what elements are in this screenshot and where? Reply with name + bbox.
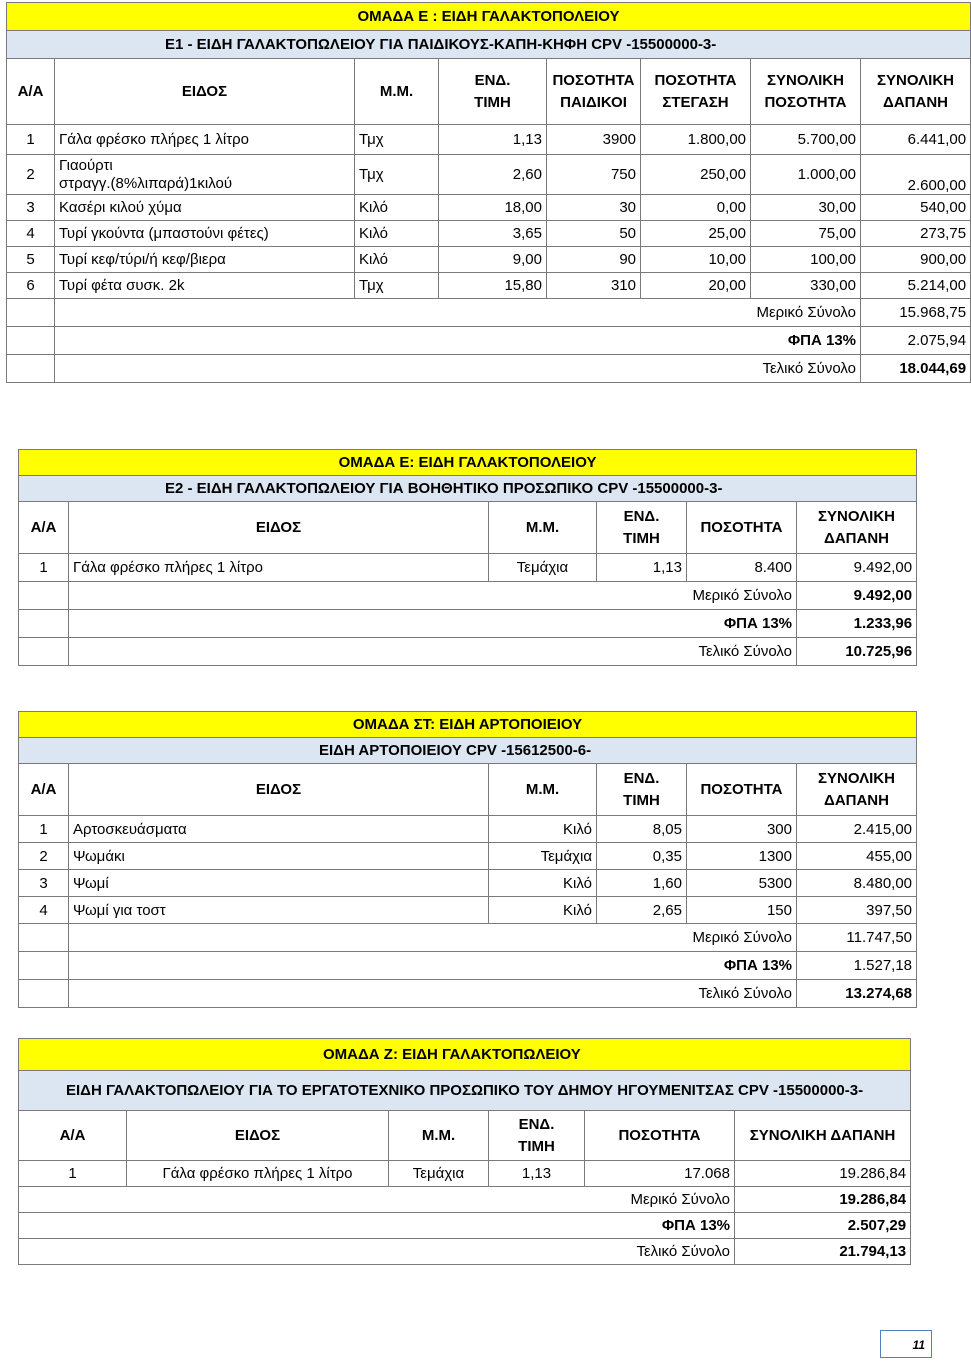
col-header-unit: Μ.Μ. — [355, 59, 439, 125]
header-row: Α/Α ΕΙΔΟΣ Μ.Μ. ΕΝΔ. ΤΙΜΗ ΠΟΣΟΤΗΤΑ ΣΥΝΟΛΙΚΗ ΔΑΠΑΝΗ — [19, 764, 917, 816]
group-title: ΟΜΑΔΑ Ζ: ΕΙΔΗ ΓΑΛΑΚΤΟΠΩΛΕΙΟΥ — [19, 1039, 911, 1071]
subtotal-row: Μερικό Σύνολο 19.286,84 — [19, 1187, 911, 1213]
total-row: Τελικό Σύνολο 13.274,68 — [19, 980, 917, 1008]
table-row: 1 Γάλα φρέσκο πλήρες 1 λίτρο Τεμάχια 1,13 8.400 9.492,00 — [19, 554, 917, 582]
table-row: 4 Ψωμί για τοστ Κιλό 2,65 150 397,50 — [19, 897, 917, 924]
col-header-total-qty: ΣΥΝΟΛΙΚΗ ΠΟΣΟΤΗΤΑ — [751, 59, 861, 125]
header-row: Α/Α ΕΙΔΟΣ Μ.Μ. ΕΝΔ. ΤΙΜΗ ΠΟΣΟΤΗΤΑ ΣΥΝΟΛΙΚΗ ΔΑΠΑΝΗ — [19, 502, 917, 554]
total-row — [7, 355, 971, 383]
col-header-aa: Α/Α — [7, 59, 55, 125]
table-z — [18, 1038, 911, 1265]
col-header-item: ΕΙΔΟΣ — [55, 59, 355, 125]
table-row: 5 Τυρί κεφ/τύρι/ή κεφ/βιερα Κιλό 9,00 90 10,00 100,00 900,00 — [7, 247, 971, 273]
subtotal-row: Μερικό Σύνολο 9.492,00 — [19, 582, 917, 610]
total-row: Τελικό Σύνολο 21.794,13 — [19, 1239, 911, 1265]
subtotal-row — [7, 299, 971, 327]
table-st — [18, 711, 917, 1008]
vat-value: 2.075,94 — [861, 327, 971, 355]
subtotal-row: Μερικό Σύνολο 11.747,50 — [19, 924, 917, 952]
vat-row: ΦΠΑ 13% 1.527,18 — [19, 952, 917, 980]
table-e2 — [18, 449, 917, 666]
group-title: ΟΜΑΔΑ ΣΤ: ΕΙΔΗ ΑΡΤΟΠΟΙΕΙΟΥ — [19, 712, 917, 738]
col-header-price: ΕΝΔ. ΤΙΜΗ — [439, 59, 547, 125]
section-subtitle: Ε2 - ΕΙΔΗ ΓΑΛΑΚΤΟΠΩΛΕΙΟΥ ΓΙΑ ΒΟΗΘΗΤΙΚΟ ΠΡΟΣΩΠΙΚΟ CPV -15500000-3- — [19, 476, 917, 502]
subtotal-value: 15.968,75 — [861, 299, 971, 327]
header-row: Α/Α ΕΙΔΟΣ Μ.Μ. ΕΝΔ. ΤΙΜΗ ΠΟΣΟΤΗΤΑ ΣΥΝΟΛΙΚΗ ΔΑΠΑΝΗ — [19, 1111, 911, 1161]
table-row: 2 Γιαούρτι στραγγ.(8%λιπαρά)1κιλού Τμχ 2,60 750 250,00 1.000,00 2.600,00 — [7, 155, 971, 195]
table-row: 3 Ψωμί Κιλό 1,60 5300 8.480,00 — [19, 870, 917, 897]
table-e1 — [6, 2, 971, 383]
header-row — [7, 59, 971, 125]
vat-row — [7, 327, 971, 355]
section-subtitle: ΕΙΔΗ ΓΑΛΑΚΤΟΠΩΛΕΙΟΥ ΓΙΑ ΤΟ ΕΡΓΑΤΟΤΕΧΝΙΚΟ ΠΡΟΣΩΠΙΚΟ ΤΟΥ ΔΗΜΟΥ ΗΓΟΥΜΕΝΙΤΣΑΣ CPV -15500000-3- — [19, 1071, 911, 1111]
table-row: 6 Τυρί φέτα συσκ. 2k Τμχ 15,80 310 20,00 330,00 5.214,00 — [7, 273, 971, 299]
col-header-qty-kids: ΠΟΣΟΤΗΤΑ ΠΑΙΔΙΚΟΙ — [547, 59, 641, 125]
vat-label: ΦΠΑ 13% — [55, 327, 861, 355]
page-number: 11 — [880, 1330, 932, 1358]
table-row: 3 Κασέρι κιλού χύμα Κιλό 18,00 30 0,00 30,00 540,00 — [7, 195, 971, 221]
col-header-qty-housing: ΠΟΣΟΤΗΤΑ ΣΤΕΓΑΣΗ — [641, 59, 751, 125]
table-row: 2 Ψωμάκι Τεμάχια 0,35 1300 455,00 — [19, 843, 917, 870]
table-row: 1 Γάλα φρέσκο πλήρες 1 λίτρο Τεμάχια 1,13 17.068 19.286,84 — [19, 1161, 911, 1187]
group-title: ΟΜΑΔΑ Ε : ΕΙΔΗ ΓΑΛΑΚΤΟΠΟΛΕΙΟΥ — [7, 3, 971, 31]
total-row: Τελικό Σύνολο 10.725,96 — [19, 638, 917, 666]
col-header-total-cost: ΣΥΝΟΛΙΚΗ ΔΑΠΑΝΗ — [861, 59, 971, 125]
total-value: 18.044,69 — [861, 355, 971, 383]
vat-row: ΦΠΑ 13% 2.507,29 — [19, 1213, 911, 1239]
section-subtitle: Ε1 - ΕΙΔΗ ΓΑΛΑΚΤΟΠΩΛΕΙΟΥ ΓΙΑ ΠΑΙΔΙΚΟΥΣ-ΚΑΠΗ-ΚΗΦΗ CPV -15500000-3- — [7, 31, 971, 59]
subtotal-label: Μερικό Σύνολο — [55, 299, 861, 327]
total-label: Τελικό Σύνολο — [55, 355, 861, 383]
table-row: 1 Αρτοσκευάσματα Κιλό 8,05 300 2.415,00 — [19, 816, 917, 843]
table-row: 4 Τυρί γκούντα (μπαστούνι φέτες) Κιλό 3,65 50 25,00 75,00 273,75 — [7, 221, 971, 247]
section-subtitle: ΕΙΔΗ ΑΡΤΟΠΟΙΕΙΟΥ CPV -15612500-6- — [19, 738, 917, 764]
vat-row: ΦΠΑ 13% 1.233,96 — [19, 610, 917, 638]
group-title: ΟΜΑΔΑ Ε: ΕΙΔΗ ΓΑΛΑΚΤΟΠΟΛΕΙΟΥ — [19, 450, 917, 476]
table-row: 1 Γάλα φρέσκο πλήρες 1 λίτρο Τμχ 1,13 3900 1.800,00 5.700,00 6.441,00 — [7, 125, 971, 155]
